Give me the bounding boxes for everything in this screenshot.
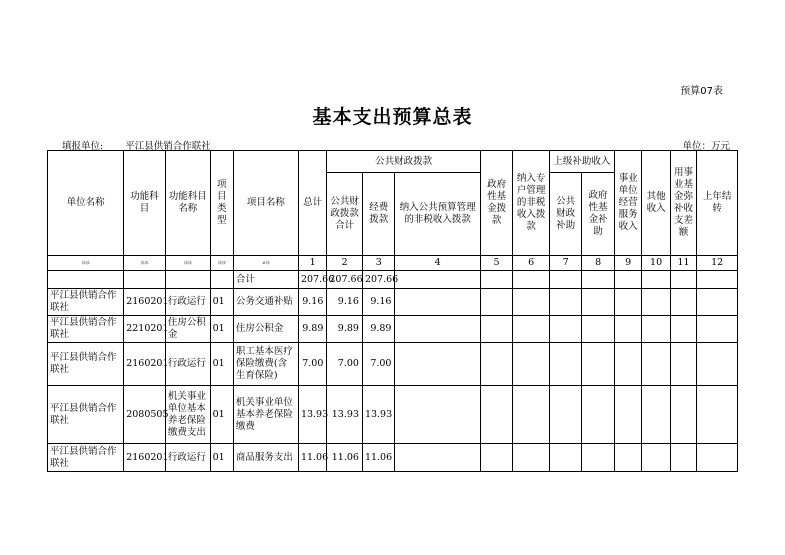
cell — [582, 316, 615, 343]
cell — [697, 289, 738, 316]
col-index: 11 — [670, 256, 696, 271]
cell — [697, 343, 738, 386]
table-row — [48, 386, 738, 444]
cell — [165, 271, 210, 289]
row-pf-funding: 11.06 — [362, 444, 395, 472]
cell — [642, 271, 670, 289]
cell — [697, 271, 738, 289]
row-unit: 平江县供销合作联社 — [48, 343, 124, 386]
table-row — [48, 316, 738, 343]
cell — [513, 289, 550, 316]
header-superior: 上级补助收入 — [549, 151, 614, 173]
row-total: 13.93 — [298, 386, 326, 444]
tiny-label: 冰冰 — [124, 256, 166, 271]
cell — [642, 343, 670, 386]
cell — [124, 271, 166, 289]
row-code: 2160201 — [124, 343, 166, 386]
cell — [697, 386, 738, 444]
tiny-label: 冰冰 — [210, 256, 233, 271]
row-code: 2210201 — [124, 316, 166, 343]
cell — [670, 386, 696, 444]
row-total: 9.16 — [298, 289, 326, 316]
cell — [670, 316, 696, 343]
header-unit-name: 单位名称 — [48, 151, 124, 256]
row-type: 01 — [210, 444, 233, 472]
header-biz-fund-deficit: 用事业基金弥补收支差额 — [670, 151, 696, 256]
col-index: 2 — [327, 256, 363, 271]
header-biz-income: 事业单位经营服务收入 — [614, 151, 641, 256]
reporting-unit-value: 平江县供销合作联社 — [125, 141, 211, 152]
total-value: 207.66 — [298, 271, 326, 289]
tiny-label: #冰 — [233, 256, 298, 271]
cell — [210, 271, 233, 289]
cell — [513, 444, 550, 472]
cell — [480, 444, 513, 472]
cell — [395, 316, 480, 343]
row-type: 01 — [210, 316, 233, 343]
cell — [670, 444, 696, 472]
header-item-name: 项目名称 — [233, 151, 298, 256]
header-carryover: 上年结转 — [697, 151, 738, 256]
row-total: 9.89 — [298, 316, 326, 343]
row-pf-funding: 9.16 — [362, 289, 395, 316]
header-other-income: 其他收入 — [642, 151, 670, 256]
row-pf-funding: 13.93 — [362, 386, 395, 444]
header-func-code: 功能科目 — [124, 151, 166, 256]
col-index: 9 — [614, 256, 641, 271]
row-total: 7.00 — [298, 343, 326, 386]
row-pf-funding: 9.89 — [362, 316, 395, 343]
cell — [582, 271, 615, 289]
row-func-name: 行政运行 — [165, 343, 210, 386]
col-index: 1 — [298, 256, 326, 271]
page-title: 基本支出预算总表 — [312, 106, 473, 128]
table-row — [48, 444, 738, 472]
header-sup-public: 公共财政补助 — [549, 173, 582, 256]
header-total: 总计 — [298, 151, 326, 256]
total-label: 合计 — [233, 271, 298, 289]
cell — [642, 316, 670, 343]
header-pf-funding: 经费拨款 — [362, 173, 395, 256]
cell — [697, 316, 738, 343]
row-pf-subtotal: 7.00 — [327, 343, 363, 386]
form-number: 预算07表 — [680, 86, 723, 97]
col-index: 7 — [549, 256, 582, 271]
header-func-name: 功能科目名称 — [165, 151, 210, 256]
col-index: 10 — [642, 256, 670, 271]
row-item: 职工基本医疗保险缴费(含生育保险) — [233, 343, 298, 386]
cell — [480, 289, 513, 316]
row-unit: 平江县供销合作联社 — [48, 316, 124, 343]
cell — [670, 343, 696, 386]
cell — [614, 444, 641, 472]
cell — [48, 271, 124, 289]
cell — [513, 343, 550, 386]
row-code: 2080505 — [124, 386, 166, 444]
cell — [642, 289, 670, 316]
row-item: 公务交通补贴 — [233, 289, 298, 316]
cell — [642, 444, 670, 472]
cell — [614, 343, 641, 386]
cell — [582, 444, 615, 472]
row-total: 11.06 — [298, 444, 326, 472]
header-sup-gov-fund: 政府性基金补助 — [582, 173, 615, 256]
cell — [395, 289, 480, 316]
cell — [513, 271, 550, 289]
col-index: 4 — [395, 256, 480, 271]
cell — [549, 316, 582, 343]
row-pf-subtotal: 13.93 — [327, 386, 363, 444]
cell — [480, 386, 513, 444]
cell — [480, 271, 513, 289]
total-row — [48, 271, 738, 289]
table-row — [48, 343, 738, 386]
col-index: 5 — [480, 256, 513, 271]
row-pf-funding: 7.00 — [362, 343, 395, 386]
row-type: 01 — [210, 289, 233, 316]
row-func-name: 行政运行 — [165, 289, 210, 316]
total-pf-subtotal: 207.66 — [327, 271, 363, 289]
header-item-type: 项 目类型 — [210, 151, 233, 256]
cell — [395, 386, 480, 444]
index-row — [48, 256, 738, 271]
row-func-name: 机关事业单位基本养老保险缴费支出 — [165, 386, 210, 444]
currency-unit: 单位：万元 — [682, 141, 730, 152]
reporting-unit-label: 填报单位: — [62, 141, 104, 152]
cell — [549, 386, 582, 444]
row-func-name: 行政运行 — [165, 444, 210, 472]
cell — [480, 316, 513, 343]
row-code: 2160201 — [124, 444, 166, 472]
header-gov-fund: 政府性基金拨款 — [480, 151, 513, 256]
row-pf-subtotal: 11.06 — [327, 444, 363, 472]
cell — [614, 316, 641, 343]
col-index: 8 — [582, 256, 615, 271]
header-public-finance: 公共财政拨款 — [327, 151, 480, 173]
row-type: 01 — [210, 386, 233, 444]
total-pf-funding: 207.66 — [362, 271, 395, 289]
cell — [614, 386, 641, 444]
row-item: 住房公积金 — [233, 316, 298, 343]
row-unit: 平江县供销合作联社 — [48, 386, 124, 444]
cell — [614, 289, 641, 316]
cell — [582, 343, 615, 386]
cell — [513, 316, 550, 343]
header-pf-nontax: 纳入公共预算管理的非税收入拨款 — [395, 173, 480, 256]
row-unit: 平江县供销合作联社 — [48, 289, 124, 316]
col-index: 6 — [513, 256, 550, 271]
row-pf-subtotal: 9.89 — [327, 316, 363, 343]
cell — [582, 386, 615, 444]
cell — [395, 271, 480, 289]
col-index: 3 — [362, 256, 395, 271]
cell — [670, 289, 696, 316]
row-pf-subtotal: 9.16 — [327, 289, 363, 316]
cell — [549, 271, 582, 289]
cell — [549, 444, 582, 472]
cell — [395, 444, 480, 472]
cell — [642, 386, 670, 444]
row-item: 机关事业单位基本养老保险缴费 — [233, 386, 298, 444]
cell — [670, 271, 696, 289]
tiny-label: 冰冰 — [165, 256, 210, 271]
row-code: 2160201 — [124, 289, 166, 316]
row-type: 01 — [210, 343, 233, 386]
header-special-nontax: 纳入专户管理的非税收入拨款 — [513, 151, 550, 256]
cell — [549, 343, 582, 386]
cell — [480, 343, 513, 386]
table-row — [48, 289, 738, 316]
row-unit: 平江县供销合作联社 — [48, 444, 124, 472]
row-item: 商品服务支出 — [233, 444, 298, 472]
cell — [697, 444, 738, 472]
cell — [513, 386, 550, 444]
cell — [395, 343, 480, 386]
row-func-name: 住房公积金 — [165, 316, 210, 343]
header-pf-subtotal: 公共财政拨款合计 — [327, 173, 363, 256]
budget-table — [47, 150, 738, 472]
col-index: 12 — [697, 256, 738, 271]
tiny-label: 冰冰 — [48, 256, 124, 271]
cell — [549, 289, 582, 316]
cell — [614, 271, 641, 289]
cell — [582, 289, 615, 316]
